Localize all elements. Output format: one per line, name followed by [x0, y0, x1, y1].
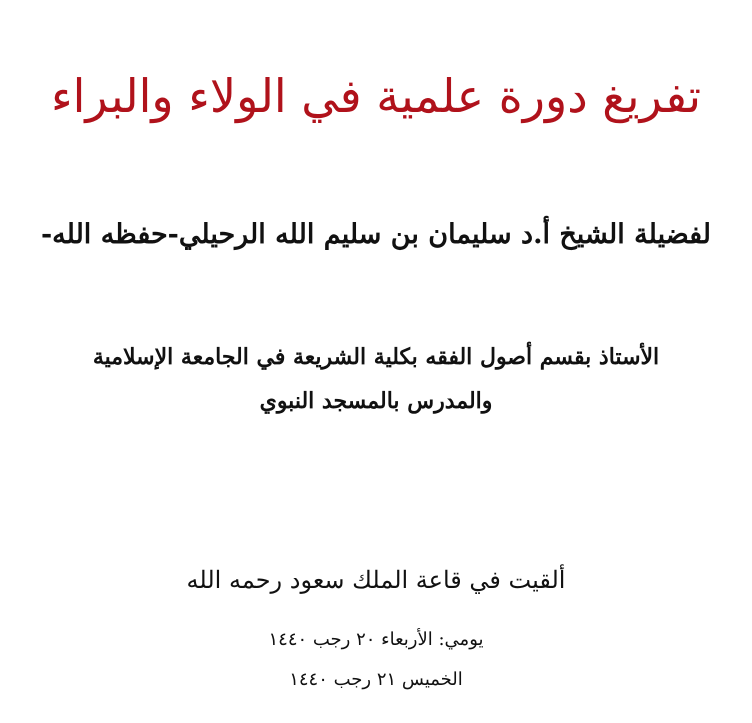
lecturer-position [20, 335, 732, 423]
date-line-1: يومي: الأربعاء ٢٠ رجب ١٤٤٠ [268, 629, 484, 650]
venue-text: ألقيت في قاعة الملك سعود رحمه الله [186, 566, 566, 594]
lecture-dates [0, 620, 752, 700]
position-line-1: الأستاذ بقسم أصول الفقه بكلية الشريعة في الجامعة الإسلامية [92, 344, 660, 370]
date-line-2: الخميس ٢١ رجب ١٤٤٠ [289, 669, 463, 690]
lecturer-name: لفضيلة الشيخ أ.د سليمان بن سليم الله الرحيلي-حفظه الله- [40, 219, 712, 250]
document-title: تفريغ دورة علمية في الولاء والبراء [50, 68, 702, 123]
position-line-2: والمدرس بالمسجد النبوي [259, 388, 493, 414]
